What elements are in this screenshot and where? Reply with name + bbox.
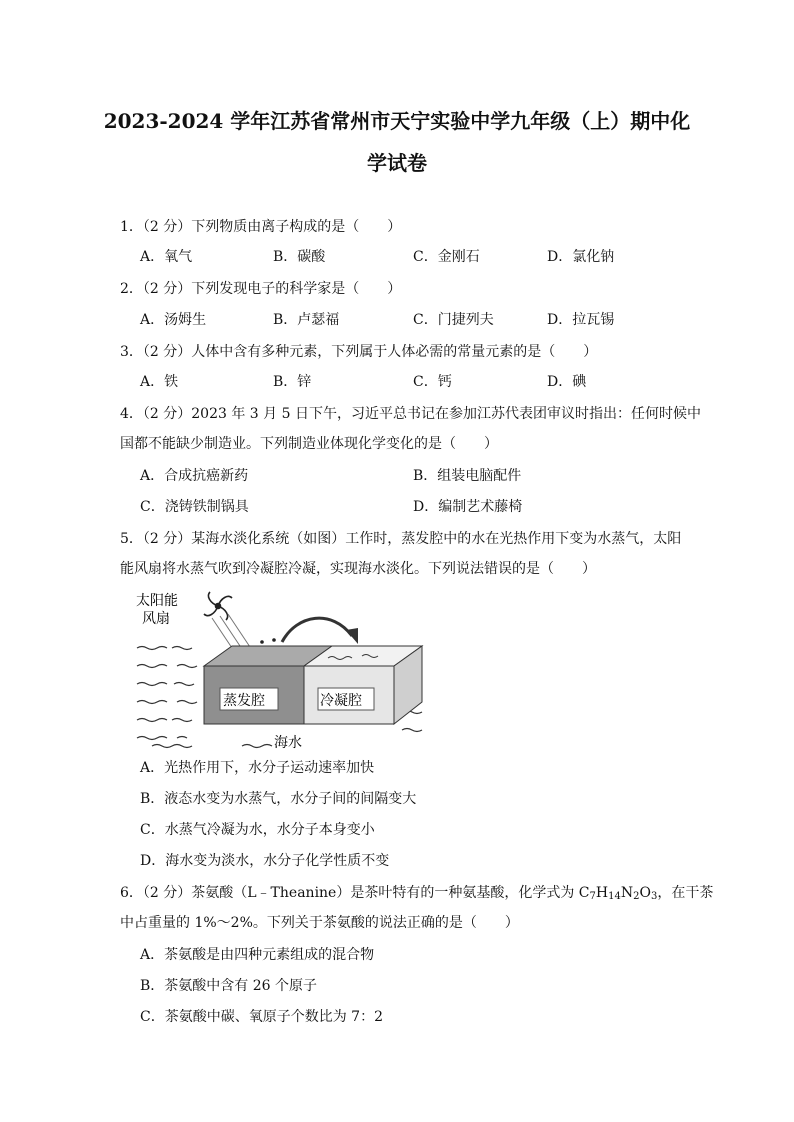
q3-option-c: C．钙 (413, 374, 452, 390)
q6-option-a: A．茶氨酸是由四种元素组成的混合物 (140, 947, 375, 963)
q4-option-c: C．浇铸铁制锅具 (140, 499, 249, 515)
evaporator-label: 蒸发腔 (223, 693, 265, 709)
q6-option-c: C．茶氨酸中碳、氧原子个数比为 7：2 (140, 1009, 383, 1025)
q6-option-b: B．茶氨酸中含有 26 个原子 (140, 978, 318, 994)
q4-option-d: D．编制艺术藤椅 (413, 499, 523, 515)
q5-option-b: B．液态水变为水蒸气，水分子间的间隔变大 (140, 791, 417, 807)
sea-label: 海水 (274, 735, 302, 751)
q4-stem-line-1: 4．（2 分）2023 年 3 月 5 日下午，习近平总书记在参加江苏代表团审议时指出：任何时候中 (120, 406, 701, 422)
q4-option-b: B．组装电脑配件 (413, 468, 522, 484)
exam-title (100, 100, 694, 184)
q3-option-a: A．铁 (140, 374, 179, 390)
q1-option-b: B．碳酸 (273, 249, 326, 265)
vapor-arrow-head (346, 628, 358, 644)
q5-stem-line-2: 能风扇将水蒸气吹到冷凝腔冷凝，实现海水淡化。下列说法错误的是（ ） (120, 561, 596, 577)
q1-stem: 1．（2 分）下列物质由离子构成的是（ ） (120, 219, 402, 235)
fan-label-line-1: 太阳能 (136, 593, 178, 609)
q2-option-b: B．卢瑟福 (273, 312, 340, 328)
q2-option-d: D．拉瓦锡 (547, 312, 615, 328)
q6-stem-line-1: 6．（2 分）茶氨酸（L﹣Theanine）是茶叶特有的一种氨基酸，化学式为 $C_7H_{14}N_2O_3$，在干茶 (120, 885, 714, 902)
solar-fan-icon (204, 592, 232, 620)
q3-option-d: D．碘 (547, 374, 587, 390)
title-line-2: 学试卷 (367, 151, 427, 175)
q2-stem: 2．（2 分）下列发现电子的科学家是（ ） (120, 281, 402, 297)
q1-option-a: A．氧气 (140, 249, 193, 265)
q3-option-b: B．锌 (273, 374, 312, 390)
q1-option-c: C．金刚石 (413, 249, 480, 265)
q4-option-a: A．合成抗癌新药 (140, 468, 249, 484)
condenser-label: 冷凝腔 (320, 693, 362, 709)
q1-option-d: D．氯化钠 (547, 249, 615, 265)
vapor-arrow (282, 618, 352, 642)
title-line-1: 2023-2024 学年江苏省常州市天宁实验中学九年级（上）期中化 (103, 109, 691, 133)
fan-label-line-2: 风扇 (142, 611, 170, 627)
desalination-figure (132, 584, 432, 754)
q5-option-d: D．海水变为淡水，水分子化学性质不变 (140, 853, 390, 869)
q4-stem-line-2: 国都不能缺少制造业。下列制造业体现化学变化的是（ ） (120, 436, 498, 452)
q6-stem-line-2: 中占重量的 1%～2%。下列关于茶氨酸的说法正确的是（ ） (120, 915, 519, 931)
q5-option-c: C．水蒸气冷凝为水，水分子本身变小 (140, 822, 375, 838)
q3-stem: 3．（2 分）人体中含有多种元素，下列属于人体必需的常量元素的是（ ） (120, 344, 598, 360)
q2-option-c: C．门捷列夫 (413, 312, 494, 328)
q5-option-a: A．光热作用下，水分子运动速率加快 (140, 760, 375, 776)
q2-option-a: A．汤姆生 (140, 312, 207, 328)
q5-stem-line-1: 5．（2 分）某海水淡化系统（如图）工作时，蒸发腔中的水在光热作用下变为水蒸气，太阳 (120, 531, 682, 547)
